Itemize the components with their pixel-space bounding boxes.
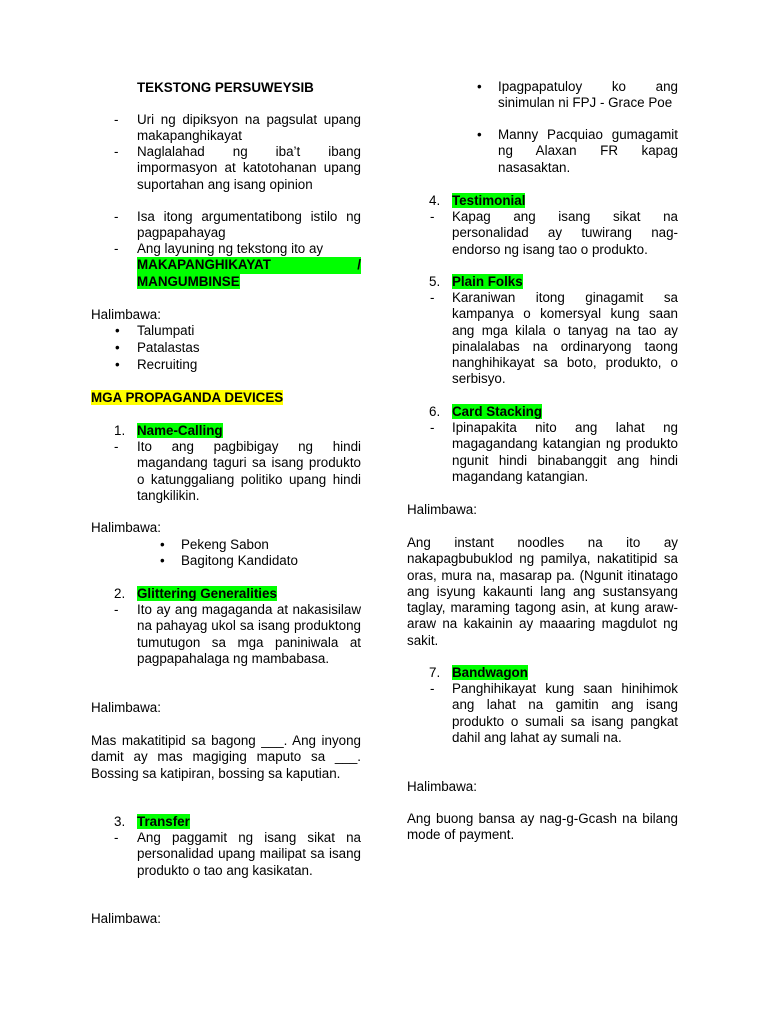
device-description: Ipinapakita nito ang lahat ng magagandang katangian ng produkto ngunit hindi binabanggit ang hindi magandang katangian. [452, 420, 678, 484]
dash-marker: - [114, 144, 119, 159]
device-title-card-stacking: Card Stacking [452, 404, 543, 419]
bullet-marker: • [160, 553, 165, 568]
intro-item: Isa itong argumentatibong istilo ng pagpapahayag [137, 209, 361, 241]
highlight-line [137, 274, 240, 290]
device-description: Karaniwan itong ginagamit sa kampanya o komersyal kung saan ang mga kilala o tanyag na tao ay pinalalabas na ordinaryong taong nanghihikayat sa boto, produkto, o serbisyo. [452, 290, 678, 387]
dash-marker: - [114, 830, 119, 845]
list-number: 7. [429, 665, 441, 680]
section-heading [91, 390, 283, 406]
list-number: 3. [114, 814, 126, 829]
halimbawa-label: Halimbawa: [407, 502, 477, 517]
example-paragraph: Ang instant noodles na ito ay nakapagbubuklod ng pamilya, nakatitipid sa oras, mura na, masarap pa. (Ngunit itinatago ang isyung kakaunti lang ang sustansyang taglay, maraming tagong asin, at kung araw-araw na kakainin ay maaaring magdulot ng sakit. [407, 535, 678, 648]
bullet-marker: • [115, 323, 120, 338]
bullet-marker: • [477, 127, 482, 142]
bullet-marker: • [160, 537, 165, 552]
document-title: TEKSTONG PERSUWEYSIB [137, 80, 314, 95]
example-item: Recruiting [137, 357, 198, 372]
halimbawa-label: Halimbawa: [91, 911, 161, 926]
list-number: 6. [429, 404, 441, 419]
bullet-marker: • [115, 340, 120, 355]
dash-marker: - [114, 209, 119, 224]
halimbawa-label: Halimbawa: [91, 307, 161, 322]
halimbawa-label: Halimbawa: [407, 779, 477, 794]
device-description: Panghihikayat kung saan hinihimok ang lahat na gamitin ang isang produkto o sumali sa isang pangkat dahil ang lahat ay sumali na. [452, 681, 678, 745]
device-title-transfer: Transfer [137, 814, 190, 829]
example-paragraph: Mas makatitipid sa bagong ___. Ang inyong damit ay mas magiging maputo sa ___. Bossing sa katipiran, bossing sa kaputian. [91, 733, 361, 781]
propaganda-heading: MGA PROPAGANDA DEVICES [91, 390, 284, 405]
example-item: Ipagpapatuloy ko ang sinimulan ni FPJ - Grace Poe [498, 79, 678, 111]
example-item: Patalastas [137, 340, 200, 355]
bullet-marker: • [115, 357, 120, 372]
list-number: 5. [429, 274, 441, 289]
list-number: 2. [114, 586, 126, 601]
intro-item: Naglalahad ng iba’t ibang impormasyon at katotohanan upang suportahan ang isang opinion [137, 144, 361, 192]
device-title-bandwagon: Bandwagon [452, 665, 528, 680]
example-paragraph: Ang buong bansa ay nag-g-Gcash na bilang mode of payment. [407, 811, 678, 843]
bullet-marker: • [477, 79, 482, 94]
device-heading [137, 814, 190, 830]
highlight-line [137, 257, 361, 274]
device-heading [137, 586, 277, 602]
halimbawa-label: Halimbawa: [91, 520, 161, 535]
intro-item: Ang layuning ng tekstong ito ay [137, 241, 324, 256]
device-description: Ito ang pagbibigay ng hindi magandang taguri sa isang produkto o katunggaliang politiko upang hindi tangkilikin. [137, 439, 361, 503]
dash-marker: - [430, 209, 435, 224]
device-title-name-calling: Name-Calling [137, 423, 223, 438]
highlight-word-mangumbinse: MANGUMBINSE [137, 274, 240, 289]
highlight-slash: / [357, 257, 361, 272]
dash-marker: - [430, 290, 435, 305]
device-title-plain-folks: Plain Folks [452, 274, 523, 289]
example-item: Bagitong Kandidato [181, 553, 298, 568]
dash-marker: - [114, 439, 119, 454]
example-item: Manny Pacquiao gumagamit ng Alaxan FR kapag nasasaktan. [498, 127, 678, 175]
dash-marker: - [430, 420, 435, 435]
list-number: 4. [429, 193, 441, 208]
example-item: Pekeng Sabon [181, 537, 269, 552]
halimbawa-label: Halimbawa: [91, 700, 161, 715]
device-heading [452, 193, 525, 209]
dash-marker: - [114, 602, 119, 617]
intro-item: Uri ng dipiksyon na pagsulat upang makapanghikayat [137, 112, 361, 144]
device-description: Ito ay ang magaganda at nakasisilaw na pahayag ukol sa isang produktong tumutugon sa mga paniniwala at pagpapahalaga ng mambabasa. [137, 602, 361, 666]
device-heading [452, 404, 542, 420]
dash-marker: - [430, 681, 435, 696]
device-heading [452, 274, 523, 290]
device-heading [452, 665, 528, 681]
dash-marker: - [114, 112, 119, 127]
device-description: Kapag ang isang sikat na personalidad ay tuwirang nag-endorso ng isang tao o produkto. [452, 209, 678, 257]
list-number: 1. [114, 423, 126, 438]
device-title-glittering-generalities: Glittering Generalities [137, 586, 277, 601]
device-heading [137, 423, 223, 439]
device-title-testimonial: Testimonial [452, 193, 526, 208]
highlight-word-makapanghikayat: MAKAPANGHIKAYAT [137, 257, 271, 272]
dash-marker: - [114, 241, 119, 256]
device-description: Ang paggamit ng isang sikat na personalidad upang mailipat sa isang produkto o tao ang kasikatan. [137, 830, 361, 878]
example-item: Talumpati [137, 323, 195, 338]
